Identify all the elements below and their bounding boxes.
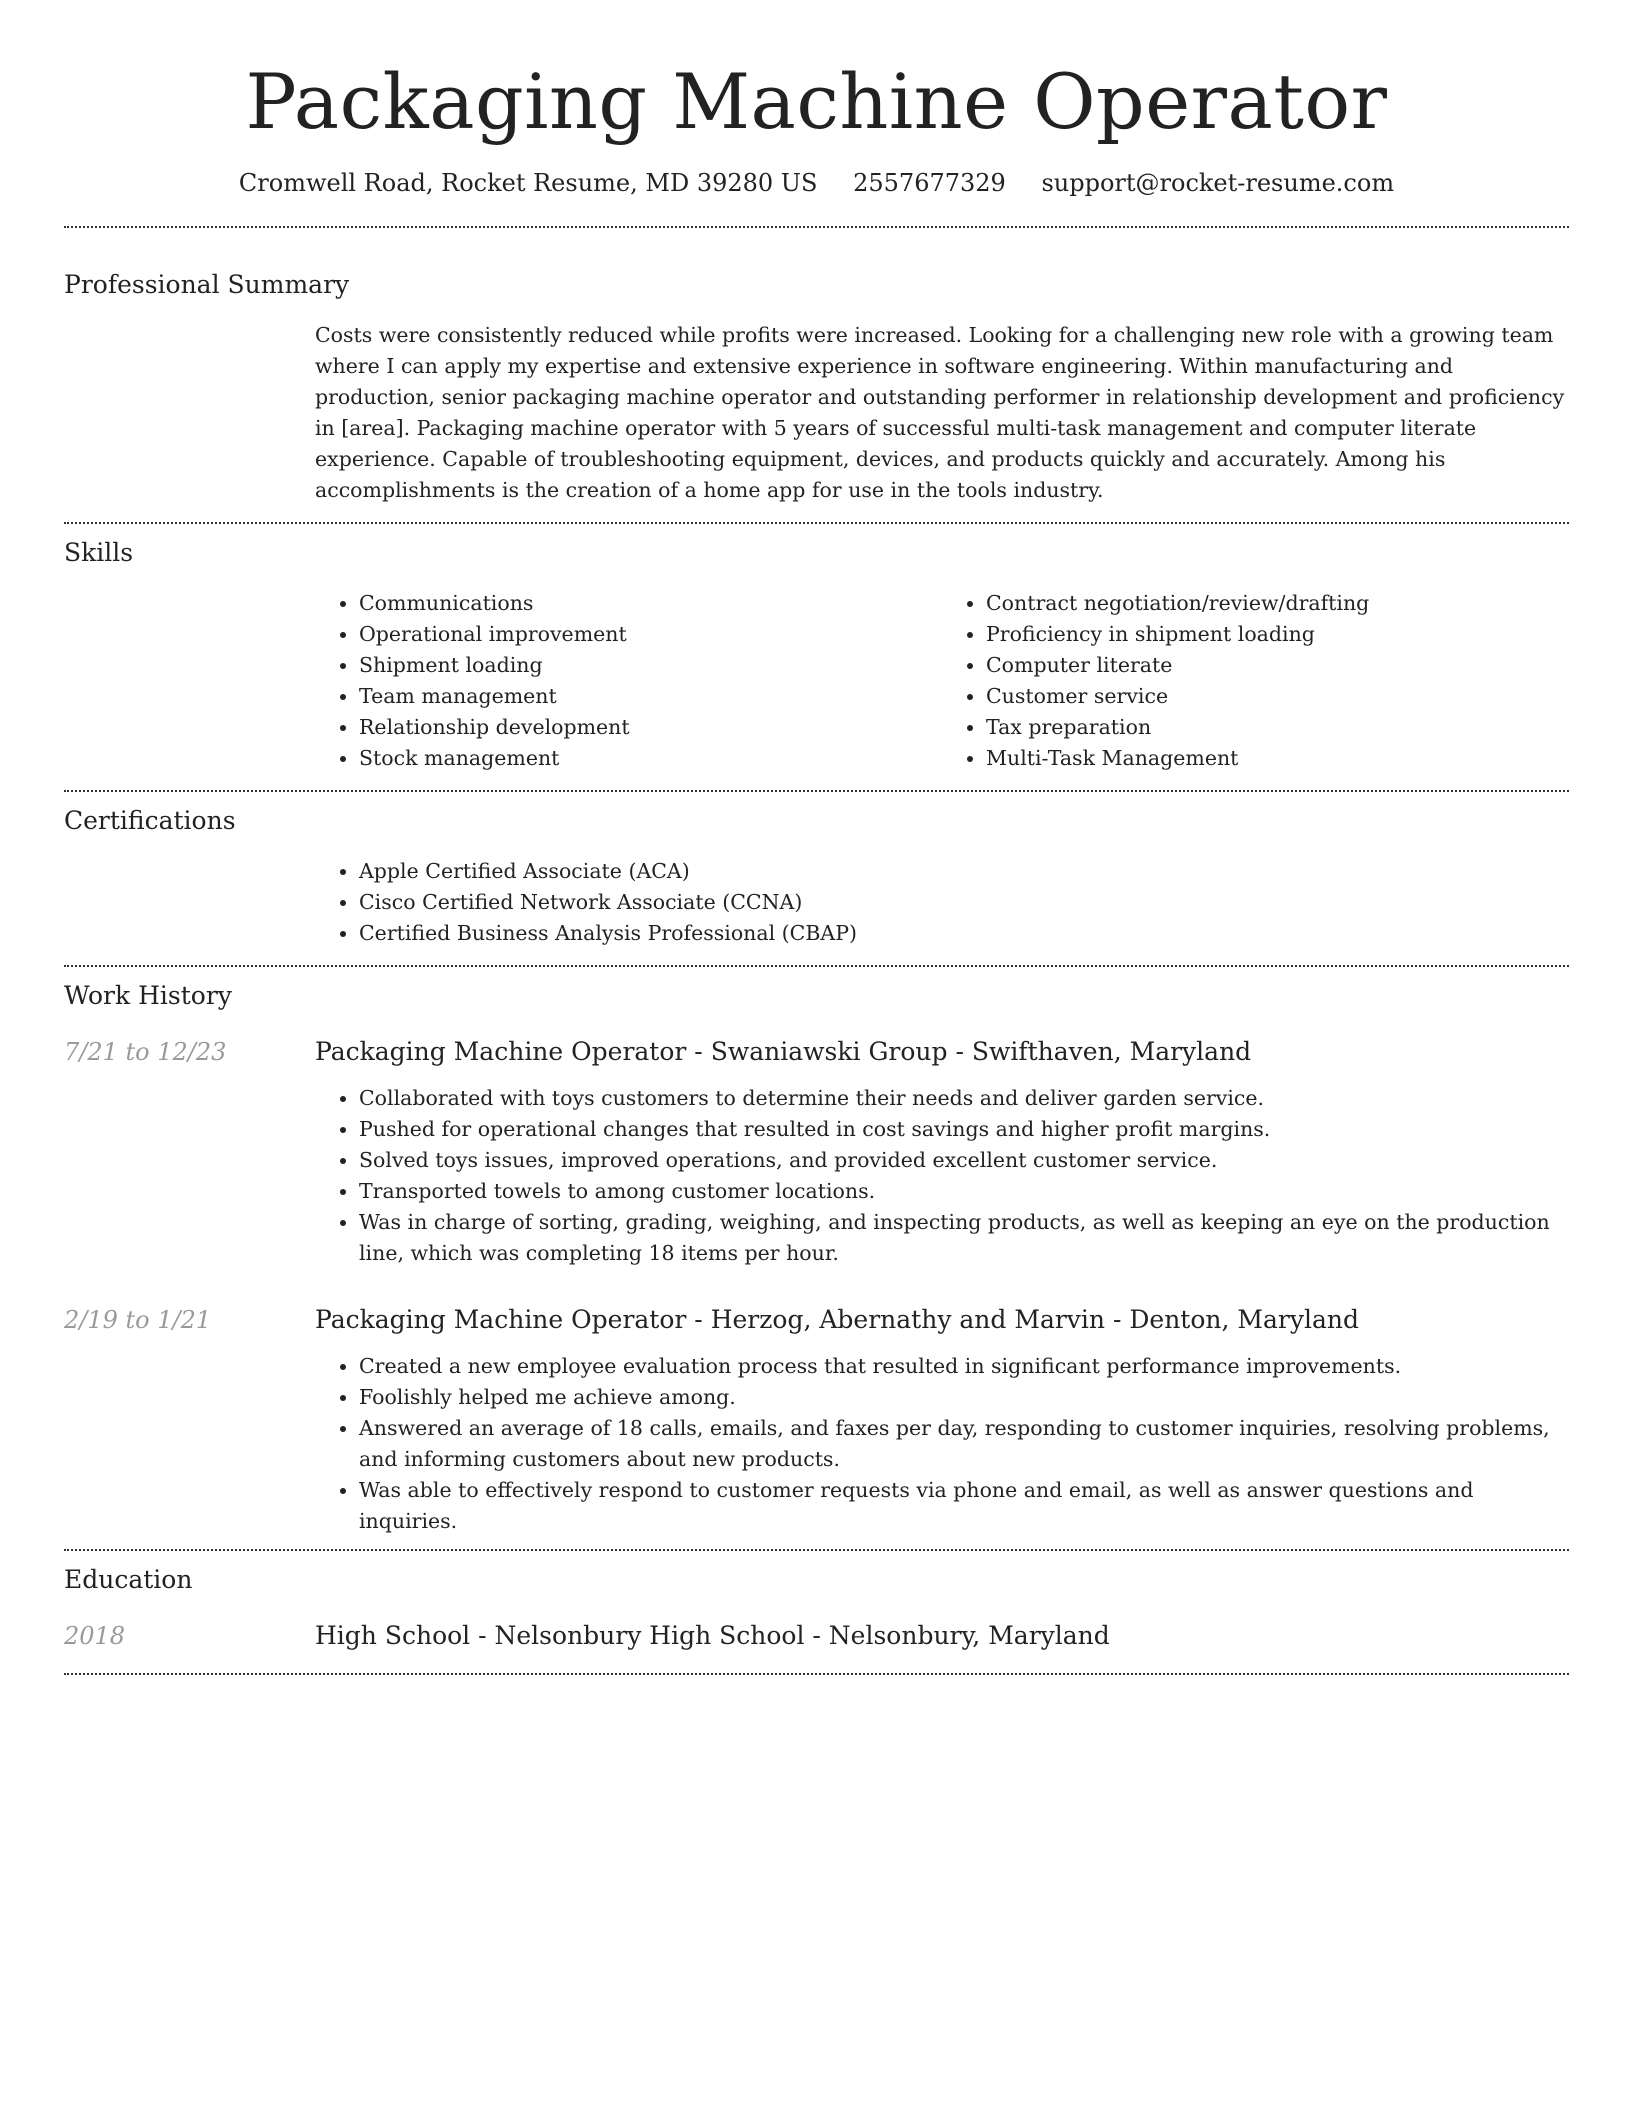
certifications-list (315, 856, 1569, 949)
section-title-work: Work History (64, 981, 232, 1010)
list-item: • Tax preparation (986, 712, 1569, 743)
job-title: Packaging Machine Operator - Herzog, Abernathy and Marvin - Denton, Maryland (315, 1305, 1359, 1334)
list-item: • Communications (359, 588, 942, 619)
summary-section (64, 268, 1569, 506)
divider (64, 226, 1569, 228)
list-item: • Was able to effectively respond to customer requests via phone and email, as well as answer questions and inquiries. (359, 1475, 1569, 1537)
list-item: • Solved toys issues, improved operations, and provided excellent customer service. (359, 1145, 1569, 1176)
list-item: • Foolishly helped me achieve among. (359, 1382, 1569, 1413)
skills-grid (315, 588, 1569, 774)
certifications-section (64, 804, 1569, 949)
list-item: • Customer service (986, 681, 1569, 712)
list-item: • Apple Certified Associate (ACA) (359, 856, 1569, 887)
resume-page (64, 0, 1569, 1675)
skills-list-right (942, 588, 1569, 774)
list-item: • Certified Business Analysis Professional (CBAP) (359, 918, 1569, 949)
divider (64, 1673, 1569, 1675)
education-entry (64, 1619, 1569, 1653)
list-item: • Answered an average of 18 calls, emails, and faxes per day, responding to customer inquiries, resolving problems, and informing customers about new products. (359, 1413, 1569, 1475)
section-title-certifications: Certifications (64, 806, 236, 835)
list-item: • Relationship development (359, 712, 942, 743)
list-item: • Contract negotiation/review/drafting (986, 588, 1569, 619)
work-history-section (64, 979, 1569, 1537)
list-item: • Shipment loading (359, 650, 942, 681)
contact-phone: 2557677329 (853, 169, 1006, 197)
divider (64, 790, 1569, 792)
job-bullets (315, 1351, 1569, 1537)
list-item: • Transported towels to among customer locations. (359, 1176, 1569, 1207)
list-item: • Multi-Task Management (986, 743, 1569, 774)
job-dates: 2/19 to 1/21 (64, 1306, 212, 1334)
contact-line (64, 166, 1569, 200)
list-item: • Stock management (359, 743, 942, 774)
section-title-education: Education (64, 1565, 193, 1594)
divider (64, 965, 1569, 967)
list-item: • Created a new employee evaluation process that resulted in significant performance improvements. (359, 1351, 1569, 1382)
skills-section (64, 536, 1569, 774)
list-item: • Collaborated with toys customers to determine their needs and deliver garden service. (359, 1083, 1569, 1114)
job-title: Packaging Machine Operator - Swaniawski Group - Swifthaven, Maryland (315, 1037, 1252, 1066)
contact-address: Cromwell Road, Rocket Resume, MD 39280 US (238, 169, 818, 197)
education-title: High School - Nelsonbury High School - Nelsonbury, Maryland (315, 1621, 1110, 1650)
job-bullets (315, 1083, 1569, 1269)
divider (64, 1549, 1569, 1551)
list-item: • Was in charge of sorting, grading, weighing, and inspecting products, as well as keeping an eye on the production line, which was completing 18 items per hour. (359, 1207, 1569, 1269)
list-item: • Computer literate (986, 650, 1569, 681)
list-item: • Pushed for operational changes that resulted in cost savings and higher profit margins. (359, 1114, 1569, 1145)
list-item: • Cisco Certified Network Associate (CCNA) (359, 887, 1569, 918)
contact-email: support@rocket-resume.com (1041, 169, 1395, 197)
education-section (64, 1563, 1569, 1653)
list-item: • Proficiency in shipment loading (986, 619, 1569, 650)
skills-list-left (315, 588, 942, 774)
list-item: • Team management (359, 681, 942, 712)
summary-text: Costs were consistently reduced while profits were increased. Looking for a challenging new role with a growing team where I can apply my expertise and extensive experience in software engineering. Within manufacturing and production, senior packaging machine operator and outstanding performer in relationship development and proficiency in [area]. Packaging machine operator with 5 years of successful multi-task management and computer literate experience. Capable of troubleshooting equipment, devices, and products quickly and accurately. Among his accomplishments is the creation of a home app for use in the tools industry. (315, 323, 1565, 502)
education-date: 2018 (64, 1622, 126, 1650)
list-item: • Operational improvement (359, 619, 942, 650)
divider (64, 522, 1569, 524)
job-entry (64, 1303, 1569, 1537)
section-title-summary: Professional Summary (64, 270, 350, 299)
job-entry (64, 1035, 1569, 1269)
section-title-skills: Skills (64, 538, 134, 567)
job-dates: 7/21 to 12/23 (64, 1038, 227, 1066)
resume-name: Packaging Machine Operator (245, 57, 1388, 146)
